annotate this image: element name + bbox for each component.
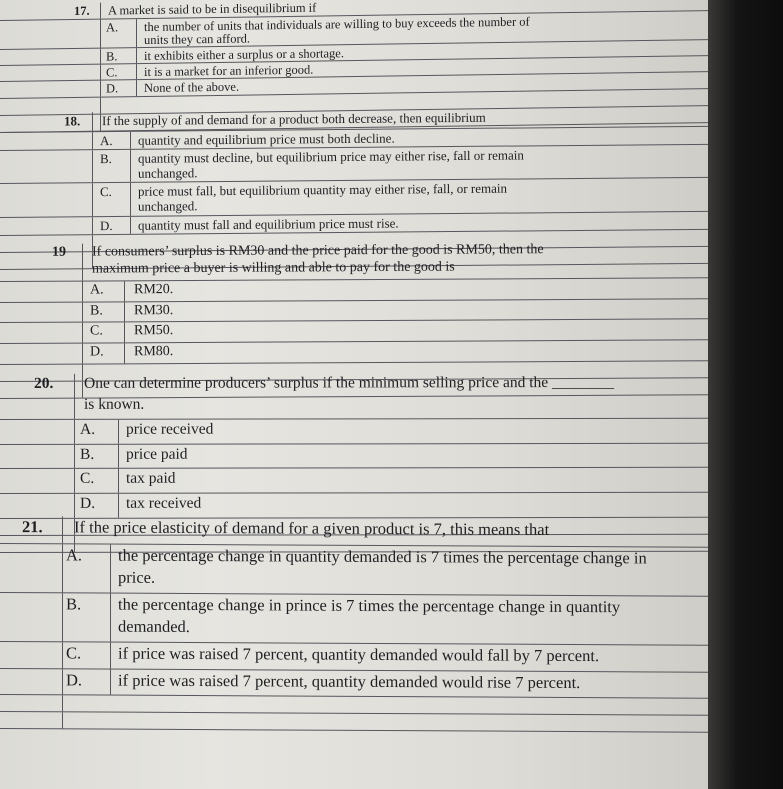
option-text-line: the number of units that individuals are willing to buy exceeds the number of bbox=[144, 14, 530, 35]
table-divider bbox=[92, 184, 93, 216]
option-text-line: price paid bbox=[126, 445, 188, 463]
option-letter: D. bbox=[80, 494, 96, 512]
table-divider bbox=[118, 469, 119, 493]
question-stem-row bbox=[0, 373, 708, 420]
question-stem-line: If the supply of and demand for a product both decrease, then equilibrium bbox=[102, 109, 486, 129]
option-text-line: units they can afford. bbox=[144, 31, 250, 47]
option-row bbox=[0, 593, 708, 646]
question-21 bbox=[0, 516, 708, 733]
table-divider bbox=[74, 469, 75, 493]
table-divider bbox=[82, 302, 83, 322]
table-divider bbox=[124, 282, 125, 302]
option-letter: D. bbox=[90, 344, 104, 360]
option-letter: A. bbox=[106, 20, 119, 35]
option-letter: B. bbox=[100, 151, 112, 167]
table-divider bbox=[92, 132, 93, 150]
table-divider bbox=[124, 343, 125, 363]
table-divider bbox=[100, 65, 101, 80]
option-letter: B. bbox=[106, 49, 118, 64]
table-divider bbox=[110, 544, 111, 592]
option-text-line: unchanged. bbox=[138, 165, 198, 181]
option-row bbox=[0, 669, 708, 699]
option-text-line: tax received bbox=[126, 494, 202, 512]
option-text-line: quantity must decline, but equilibrium price may either rise, fall or remain bbox=[138, 147, 524, 166]
table-divider bbox=[92, 112, 93, 131]
option-row bbox=[0, 642, 708, 672]
option-text-line: quantity must fall and equilibrium price must rise. bbox=[138, 215, 399, 233]
option-row bbox=[0, 419, 708, 445]
question-stem-line: maximum price a buyer is willing and able to pay for the good is bbox=[92, 259, 455, 277]
question-stem-row bbox=[0, 516, 708, 547]
option-text-line: quantity and equilibrium price must both decline. bbox=[138, 130, 395, 148]
option-letter: D. bbox=[106, 81, 119, 97]
table-divider bbox=[62, 593, 63, 641]
question-number: 20. bbox=[34, 374, 54, 392]
option-letter: A. bbox=[100, 132, 113, 148]
table-divider bbox=[100, 20, 101, 48]
table-divider bbox=[136, 48, 137, 63]
option-row bbox=[0, 544, 708, 597]
option-text-line: it is a market for an inferior good. bbox=[144, 62, 314, 80]
table-divider bbox=[124, 323, 125, 343]
option-text-line: if price was raised 7 percent, quantity demanded would fall by 7 percent. bbox=[118, 643, 600, 666]
question-stem-line: is known. bbox=[84, 395, 145, 413]
option-row bbox=[0, 468, 708, 494]
table-divider bbox=[92, 217, 93, 235]
question-number: 19 bbox=[52, 244, 66, 260]
option-text-line: unchanged. bbox=[138, 198, 198, 214]
option-letter: D. bbox=[66, 669, 83, 689]
table-divider bbox=[62, 516, 63, 543]
table-divider bbox=[82, 344, 83, 364]
table-divider bbox=[100, 97, 101, 113]
table-divider bbox=[82, 244, 83, 281]
option-text-line: price received bbox=[126, 420, 214, 438]
option-text-line: price. bbox=[118, 567, 156, 587]
table-divider bbox=[100, 48, 101, 63]
table-divider bbox=[110, 669, 111, 695]
table-divider bbox=[136, 19, 137, 47]
table-divider bbox=[130, 216, 131, 234]
table-divider bbox=[110, 593, 111, 641]
table-divider bbox=[62, 669, 63, 695]
table-divider bbox=[118, 420, 119, 444]
question-number: 17. bbox=[74, 3, 90, 18]
table-divider bbox=[130, 150, 131, 182]
table-divider bbox=[136, 64, 137, 79]
option-text-line: RM20. bbox=[134, 282, 174, 298]
question-stem-row bbox=[0, 240, 708, 282]
option-letter: C. bbox=[90, 323, 103, 339]
question-stem-line: If the price elasticity of demand for a given product is 7, this means that bbox=[74, 517, 550, 539]
option-text-line: tax paid bbox=[126, 470, 176, 488]
option-text-line: it exhibits either a surplus or a shortage. bbox=[144, 46, 344, 63]
table-divider bbox=[62, 642, 63, 668]
table-divider bbox=[118, 445, 119, 469]
table-divider bbox=[62, 544, 63, 592]
option-letter: B. bbox=[66, 594, 82, 614]
option-text-line: RM50. bbox=[134, 323, 174, 339]
option-text-line: RM80. bbox=[134, 344, 174, 360]
option-letter: C. bbox=[100, 184, 112, 200]
table-divider bbox=[130, 131, 131, 149]
option-text-line: price must fall, but equilibrium quantity may either rise, fall, or remain bbox=[138, 180, 507, 200]
option-row bbox=[0, 493, 708, 519]
option-text-line: if price was raised 7 percent, quantity demanded would rise 7 percent. bbox=[118, 670, 581, 692]
table-divider bbox=[74, 374, 75, 419]
table-divider bbox=[82, 323, 83, 343]
option-letter: A. bbox=[90, 282, 104, 298]
question-number: 21. bbox=[22, 517, 43, 537]
option-text-line: demanded. bbox=[118, 616, 190, 637]
table-divider bbox=[136, 81, 137, 96]
option-text-line: the percentage change in prince is 7 times the percentage change in quantity bbox=[118, 594, 621, 617]
table-divider bbox=[62, 695, 63, 711]
table-divider bbox=[100, 81, 101, 96]
background-shadow bbox=[708, 0, 783, 789]
option-letter: C. bbox=[80, 470, 95, 488]
table-divider bbox=[110, 643, 111, 669]
option-letter: B. bbox=[90, 303, 103, 319]
table-divider bbox=[92, 150, 93, 182]
option-text-line: the percentage change in quantity demanded is 7 times the percentage change in bbox=[118, 545, 647, 567]
table-divider bbox=[124, 302, 125, 322]
question-stem-line: A market is said to be in disequilibrium if bbox=[108, 0, 317, 18]
option-text-line: RM30. bbox=[134, 302, 174, 319]
table-divider bbox=[82, 282, 83, 302]
table-divider bbox=[118, 494, 119, 518]
option-letter: A. bbox=[80, 421, 96, 439]
option-letter: C. bbox=[66, 643, 82, 663]
option-letter: B. bbox=[80, 445, 95, 463]
table-divider bbox=[74, 494, 75, 518]
table-divider bbox=[74, 445, 75, 469]
question-stem-line: If consumers’ surplus is RM30 and the price paid for the good is RM50, then the bbox=[92, 242, 544, 260]
question-number: 18. bbox=[64, 113, 81, 129]
table-divider bbox=[100, 3, 101, 19]
question-stem-line: One can determine producers’ surplus if the minimum selling price and the ________ bbox=[84, 373, 615, 392]
table-divider bbox=[130, 183, 131, 215]
table-divider bbox=[62, 712, 63, 728]
option-letter: D. bbox=[100, 217, 113, 233]
option-row bbox=[0, 444, 708, 470]
option-letter: A. bbox=[66, 544, 83, 565]
table-divider bbox=[74, 420, 75, 444]
option-letter: C. bbox=[106, 65, 118, 80]
option-text-line: None of the above. bbox=[144, 80, 240, 96]
